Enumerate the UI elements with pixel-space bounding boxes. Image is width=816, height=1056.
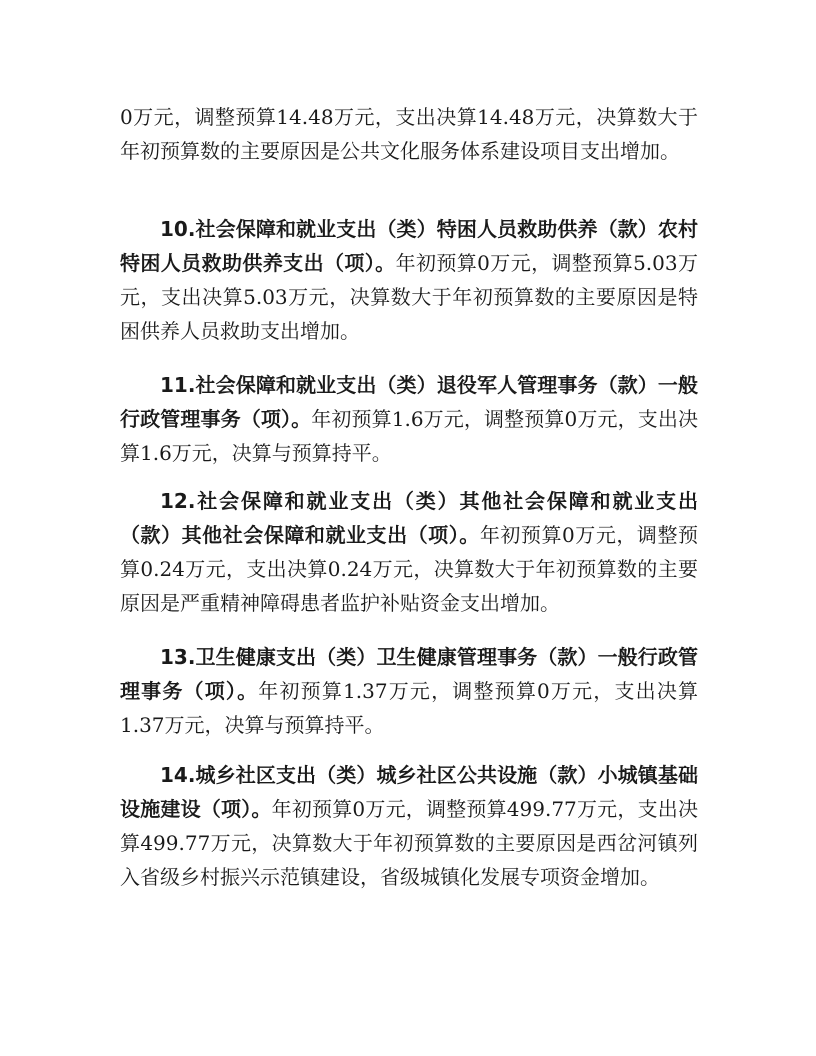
paragraph-heading: 11.社会保障和就业支出（类）退役军人管理事务（款）一般行政管理事务（项）。 bbox=[120, 373, 698, 431]
paragraph-item-10 bbox=[120, 212, 698, 348]
paragraph-body: 年初预算1.37万元，调整预算0万元，支出决算1.37万元，决算与预算持平。 bbox=[120, 679, 698, 737]
paragraph-body: 年初预算0万元，调整预算5.03万元，支出决算5.03万元，决算数大于年初预算数的主要原因是特困供养人员救助支出增加。 bbox=[120, 251, 699, 343]
paragraph-heading: 14.城乡社区支出（类）城乡社区公共设施（款）小城镇基础设施建设（项）。 bbox=[120, 763, 698, 821]
paragraph-item-13 bbox=[120, 640, 698, 742]
paragraph-continuation bbox=[120, 100, 698, 168]
paragraph-body: 年初预算0万元，调整预算0.24万元，支出决算0.24万元，决算数大于年初预算数的主要原因是严重精神障碍患者监护补贴资金支出增加。 bbox=[120, 523, 699, 615]
paragraph-body: 年初预算0万元，调整预算499.77万元，支出决算499.77万元，决算数大于年初预算数的主要原因是西岔河镇列入省级乡村振兴示范镇建设，省级城镇化发展专项资金增加。 bbox=[120, 797, 698, 889]
paragraph-body: 年初预算1.6万元，调整预算0万元，支出决算1.6万元，决算与预算持平。 bbox=[120, 407, 699, 465]
paragraph-item-12 bbox=[120, 484, 698, 620]
paragraph-heading: 13.卫生健康支出（类）卫生健康管理事务（款）一般行政管理事务（项）。 bbox=[120, 645, 698, 703]
paragraph-item-14 bbox=[120, 758, 698, 894]
paragraph-item-11 bbox=[120, 368, 698, 470]
paragraph-heading: 10.社会保障和就业支出（类）特困人员救助供养（款）农村特困人员救助供养支出（项）。 bbox=[120, 217, 698, 275]
paragraph-heading: 12.社会保障和就业支出（类）其他社会保障和就业支出（款）其他社会保障和就业支出（项）。 bbox=[120, 489, 698, 547]
paragraph-body: 0万元，调整预算14.48万元，支出决算14.48万元，决算数大于年初预算数的主要原因是公共文化服务体系建设项目支出增加。 bbox=[120, 105, 698, 163]
